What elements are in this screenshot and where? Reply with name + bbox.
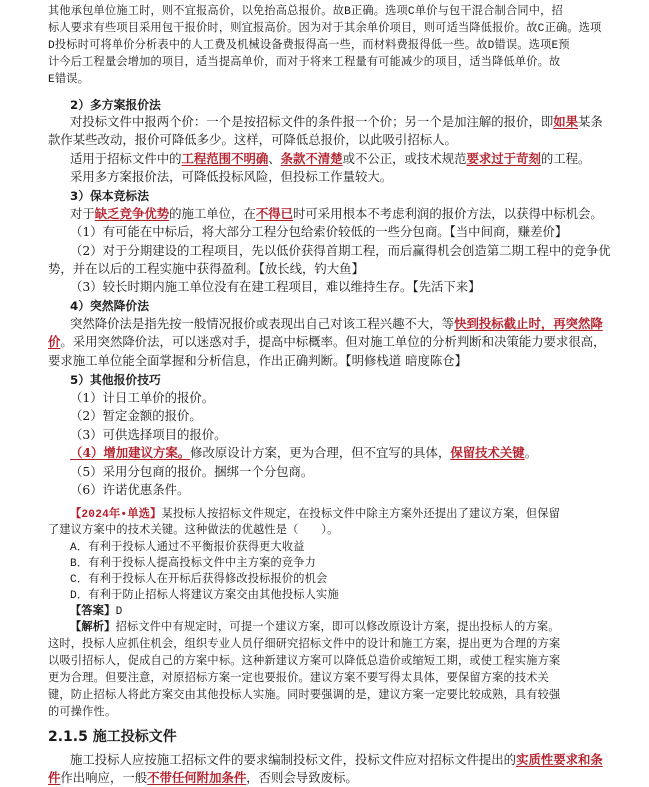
analysis-label: 【解析】 xyxy=(70,622,116,634)
highlight-too-strict: 要求过于苛刻 xyxy=(466,151,541,166)
exam-option-a: A．有利于投标人通过不平衡报价获得更大收益 xyxy=(70,542,305,554)
section-2-line-2: 款作某些改动，报价可降低多少。这样，可降低总报价，以此吸引招标人。 xyxy=(48,132,457,147)
text-span: 作出响应，一般 xyxy=(60,770,148,785)
highlight-no-extra-conditions: 不带任何附加条件 xyxy=(147,770,247,785)
section-3-heading: 3）保本竞标法 xyxy=(70,189,149,203)
highlight-terms-unclear: 条款不清楚 xyxy=(280,151,343,166)
section-3-line-3: （2）对于分期建设的工程项目，先以低价获得首期工程，而后赢得机会创造第二期工程中的竞争优 xyxy=(70,243,611,258)
section-5-item-4 xyxy=(70,444,537,462)
section-4-line-2 xyxy=(48,333,606,351)
text-span: 。 xyxy=(524,445,538,460)
section-3-line-1 xyxy=(70,205,603,223)
exam-analysis-line-6: 的可操作性。 xyxy=(48,707,117,719)
section-2-line-1 xyxy=(70,113,603,131)
exam-question-line-2: 了建议方案中的技术关键。这种做法的优越性是（ ）。 xyxy=(48,525,339,537)
highlight-substantive-reqs: 实质性要求和条 xyxy=(516,752,603,767)
section-4-line-1 xyxy=(70,315,603,333)
text-span: 的施工单位，在 xyxy=(169,206,256,221)
text-span: 对投标文件中报两个价：一个是按招标文件的条件报一个价；另一个是加注解的报价，即 xyxy=(70,114,554,129)
highlight-keep-key-tech: 保留技术关键 xyxy=(450,445,525,460)
text-span: 或不公正，或技术规范 xyxy=(342,151,467,166)
section-3-line-4: 势，并在以后的工程实施中获得盈利。【放长线，钓大鱼】 xyxy=(48,261,364,276)
text-span: 、 xyxy=(268,151,281,166)
exam-question-line-1 xyxy=(70,507,560,523)
section-5-item-3: （3）可供选择项目的报价。 xyxy=(70,427,227,442)
section-2-line-3 xyxy=(70,150,590,168)
text-span: 适用于招标文件中的 xyxy=(70,151,182,166)
exam-analysis-line-3: 以吸引招标人，促成自己的方案中标。这种新建议方案可以降低总造价或缩短工期，或使工程实施方案 xyxy=(48,656,561,668)
text-span: 修改原设计方案，更为合理，但不宜写的具体， xyxy=(190,445,451,460)
highlight-no-advantage: 缺乏竞争优势 xyxy=(94,206,170,221)
text-span: 对于 xyxy=(70,206,95,221)
section-5-item-2: （2）暂定金额的报价。 xyxy=(70,408,202,423)
highlight-condition: 件 xyxy=(48,770,61,785)
text-span: 的工程。 xyxy=(540,151,591,166)
section-2-1-5-heading: 2.1.5 施工投标文件 xyxy=(48,729,177,745)
section-5-item-1: （1）计日工单价的报价。 xyxy=(70,390,215,405)
section-2-1-5-line-1 xyxy=(70,751,603,769)
section-5-item-6: （6）许诺优惠条件。 xyxy=(70,482,190,497)
text-span: ，否则会导致废标。 xyxy=(246,770,358,785)
answer-label: 【答案】 xyxy=(70,606,116,618)
intro-line-5: E错误。 xyxy=(48,74,90,86)
exam-answer xyxy=(70,604,122,620)
section-4-line-3: 要求施工单位能全面掌握和分析信息，作出正确判断。【明修栈道 暗度陈仓】 xyxy=(48,353,468,368)
section-2-1-5-line-2 xyxy=(48,769,358,787)
intro-line-2: 标人要求有些项目采用包干报价时，则宜报高价。因为对于其余单价项目，则可适当降低报价。故C正确。选项 xyxy=(48,23,602,35)
text-span: 施工投标人应按施工招标文件的要求编制投标文件，投标文件应对招标文件提出的 xyxy=(70,752,517,767)
highlight-price: 价 xyxy=(48,334,61,349)
section-5-item-5: （5）采用分包商的报价。捆绑一个分包商。 xyxy=(70,464,314,479)
exam-analysis-line-5: 键，防止招标人将此方案交由其他投标人实施。同时要强调的是，建议方案一定要比较成熟，具有较强 xyxy=(48,690,561,702)
intro-line-3: D投标时可将单价分析表中的人工费及机械设备费报得高一些，而材料费报得低一些。故D错误。选项E预 xyxy=(48,40,570,52)
section-3-line-5: （3）较长时期内施工单位没有在建工程项目，难以维持生存。【先活下来】 xyxy=(70,279,481,294)
text-span: 某条 xyxy=(578,114,603,129)
text-span: 招标文件中有规定时，可提一个建议方案，即可以修改原设计方案，提出投标人的方案。 xyxy=(115,622,560,634)
text-span: 。采用突然降价法，可以迷惑对手，提高中标概率。但对施工单位的分析判断和决策能力要求很高， xyxy=(60,334,606,349)
highlight-near-deadline: 快到投标截止时，再突然降 xyxy=(454,316,603,331)
answer-value: D xyxy=(115,606,123,618)
highlight-last-resort: 不得已 xyxy=(255,206,294,221)
exam-analysis-line-2: 这时，投标人应抓住机会，组织专业人员仔细研究招标文件中的设计和施工方案，提出更为合理的方案 xyxy=(48,639,561,651)
exam-analysis-line-4: 更为合理。但要注意，对原招标方案一定也要报价。建议方案不要写得太具体，要保留方案的技术关 xyxy=(48,673,550,685)
section-2-line-4: 采用多方案报价法，可降低投标风险，但投标工作量较大。 xyxy=(70,169,393,184)
intro-line-1: 其他承包单位施工时，则不宜报高价，以免抬高总报价。故B正确。选项C单价与包干混合制合同中，招 xyxy=(48,6,563,18)
section-3-line-2: （1）有可能在中标后，将大部分工程分包给索价较低的一些分包商。【当中间商，赚差价】 xyxy=(70,224,568,239)
exam-analysis-line-1 xyxy=(70,620,560,636)
section-2-heading: 2）多方案报价法 xyxy=(70,98,161,112)
exam-option-d: D．有利于防止招标人将建议方案交由其他投标人实施 xyxy=(70,590,339,602)
text-span: 突然降价法是指先按一般情况报价或表现出自己对该工程兴趣不大，等 xyxy=(70,316,455,331)
exam-option-c: C．有利于投标人在开标后获得修改投标报价的机会 xyxy=(70,574,328,586)
intro-line-4: 计今后工程量会增加的项目，适当提高单价，而对于将来工程量有可能减少的项目，适当降低单价。故 xyxy=(48,57,561,69)
highlight-proposal: （4）增加建议方案。 xyxy=(70,445,191,460)
exam-tag: 【2024年•单选】 xyxy=(70,509,162,521)
highlight-if: 如果 xyxy=(553,114,579,129)
text-span: 时可采用根本不考虑利润的报价方法，以获得中标机会。 xyxy=(293,206,603,221)
exam-option-b: B．有利于投标人提高投标文件中主方案的竞争力 xyxy=(70,558,317,570)
section-4-heading: 4）突然降价法 xyxy=(70,299,149,313)
section-5-heading: 5）其他报价技巧 xyxy=(70,373,161,387)
text-span: 某投标人按招标文件规定，在投标文件中除主方案外还提出了建议方案，但保留 xyxy=(161,509,561,521)
highlight-scope-unclear: 工程范围不明确 xyxy=(181,151,269,166)
